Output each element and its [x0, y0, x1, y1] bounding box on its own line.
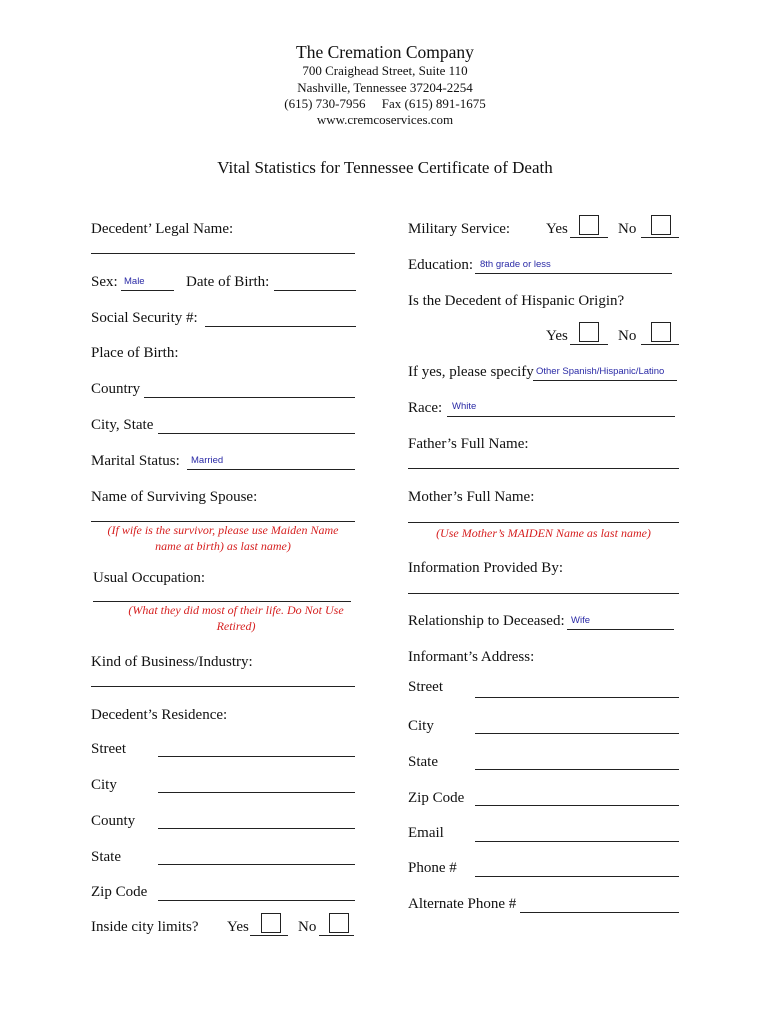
- military-service-label: Military Service:: [408, 221, 511, 237]
- spouse-label: Name of Surviving Spouse:: [91, 489, 258, 505]
- residence-street-label: Street: [91, 741, 126, 757]
- company-name: The Cremation Company: [296, 42, 474, 62]
- city-limits-yes-checkbox[interactable]: [261, 913, 281, 933]
- residence-zip-label: Zip Code: [91, 884, 148, 900]
- informant-zip-label: Zip Code: [408, 790, 465, 806]
- sex-value: Male: [124, 276, 145, 287]
- legal-name-label: Decedent’ Legal Name:: [91, 221, 234, 237]
- dob-field[interactable]: [274, 290, 356, 291]
- hispanic-specify-label: If yes, please specify: [408, 364, 534, 380]
- company-website: www.cremcoservices.com: [316, 112, 454, 127]
- city-limits-no-checkbox[interactable]: [329, 913, 349, 933]
- hispanic-yes-checkbox[interactable]: [579, 322, 599, 342]
- mother-name-label: Mother’s Full Name:: [408, 489, 535, 505]
- informant-email-label: Email: [408, 825, 444, 841]
- city-state-field[interactable]: [158, 433, 355, 434]
- ssn-field[interactable]: [205, 326, 356, 327]
- place-of-birth-label: Place of Birth:: [91, 345, 179, 361]
- city-limits-yes-label: Yes: [227, 919, 249, 935]
- mother-name-note: (Use Mother’s MAIDEN Name as last name): [436, 526, 651, 540]
- hispanic-specify-value: Other Spanish/Hispanic/Latino: [536, 366, 665, 377]
- residence-state-field[interactable]: [158, 864, 355, 865]
- ssn-label: Social Security #:: [91, 310, 198, 326]
- occupation-note-line1: (What they did most of their life. Do Not Use: [128, 603, 344, 617]
- father-name-label: Father’s Full Name:: [408, 436, 529, 452]
- occupation-note-line2: Retired): [216, 619, 256, 633]
- residence-zip-field[interactable]: [158, 900, 355, 901]
- informant-label: Information Provided By:: [408, 560, 563, 576]
- mother-name-field[interactable]: [408, 522, 679, 523]
- informant-street-field[interactable]: [475, 697, 679, 698]
- military-yes-label: Yes: [546, 221, 568, 237]
- informant-email-field[interactable]: [475, 841, 679, 842]
- residence-city-label: City: [91, 777, 117, 793]
- company-address-line1: 700 Craighead Street, Suite 110: [302, 63, 468, 78]
- hispanic-specify-field[interactable]: [533, 380, 677, 381]
- spouse-note-line1: (If wife is the survivor, please use Maiden Name: [107, 523, 339, 537]
- informant-field[interactable]: [408, 593, 679, 594]
- hispanic-no-label: No: [618, 328, 637, 344]
- city-limits-no-underline: [319, 935, 354, 936]
- city-state-label: City, State: [91, 417, 154, 433]
- hispanic-origin-label: Is the Decedent of Hispanic Origin?: [408, 293, 625, 309]
- spouse-note-line2: name at birth) as last name): [155, 539, 291, 553]
- residence-county-field[interactable]: [158, 828, 355, 829]
- country-label: Country: [91, 381, 141, 397]
- residence-street-field[interactable]: [158, 756, 355, 757]
- relationship-label: Relationship to Deceased:: [408, 613, 565, 629]
- country-field[interactable]: [144, 397, 355, 398]
- military-yes-underline: [570, 237, 608, 238]
- occupation-label: Usual Occupation:: [93, 570, 206, 586]
- hispanic-yes-underline: [570, 344, 608, 345]
- military-no-label: No: [618, 221, 637, 237]
- informant-address-label: Informant’s Address:: [408, 649, 535, 665]
- education-field[interactable]: [475, 273, 672, 274]
- informant-phone-label: Phone #: [408, 860, 457, 876]
- occupation-note: [93, 602, 379, 634]
- military-no-checkbox[interactable]: [651, 215, 671, 235]
- city-limits-label: Inside city limits?: [91, 919, 199, 935]
- relationship-value: Wife: [571, 615, 590, 626]
- legal-name-field[interactable]: [91, 253, 355, 254]
- residence-state-label: State: [91, 849, 121, 865]
- business-label: Kind of Business/Industry:: [91, 654, 253, 670]
- residence-county-label: County: [91, 813, 136, 829]
- sex-label: Sex:: [91, 274, 118, 290]
- sex-field[interactable]: [121, 290, 174, 291]
- father-name-field[interactable]: [408, 468, 679, 469]
- company-phone-fax: (615) 730-7956 Fax (615) 891-1675: [284, 96, 486, 111]
- military-no-underline: [641, 237, 679, 238]
- form-title: Vital Statistics for Tennessee Certificate of Death: [217, 158, 553, 177]
- hispanic-no-underline: [641, 344, 679, 345]
- informant-street-label: Street: [408, 679, 443, 695]
- dob-label: Date of Birth:: [186, 274, 270, 290]
- informant-state-label: State: [408, 754, 438, 770]
- informant-city-field[interactable]: [475, 733, 679, 734]
- marital-status-value: Married: [191, 455, 224, 466]
- spouse-note: [91, 522, 355, 554]
- informant-alt-phone-label: Alternate Phone #: [408, 896, 517, 912]
- hispanic-no-checkbox[interactable]: [651, 322, 671, 342]
- marital-status-field[interactable]: [187, 469, 355, 470]
- relationship-field[interactable]: [567, 629, 674, 630]
- race-label: Race:: [408, 400, 443, 416]
- informant-alt-phone-field[interactable]: [520, 912, 679, 913]
- military-yes-checkbox[interactable]: [579, 215, 599, 235]
- education-value: 8th grade or less: [480, 259, 551, 270]
- hispanic-yes-label: Yes: [546, 328, 568, 344]
- residence-city-field[interactable]: [158, 792, 355, 793]
- informant-city-label: City: [408, 718, 434, 734]
- race-field[interactable]: [447, 416, 675, 417]
- race-value: White: [452, 401, 477, 412]
- informant-zip-field[interactable]: [475, 805, 679, 806]
- business-field[interactable]: [91, 686, 355, 687]
- residence-label: Decedent’s Residence:: [91, 707, 228, 723]
- city-limits-no-label: No: [298, 919, 317, 935]
- marital-status-label: Marital Status:: [91, 453, 180, 469]
- company-address-line2: Nashville, Tennessee 37204-2254: [297, 80, 473, 95]
- city-limits-yes-underline: [250, 935, 288, 936]
- informant-phone-field[interactable]: [475, 876, 679, 877]
- informant-state-field[interactable]: [475, 769, 679, 770]
- education-label: Education:: [408, 257, 473, 273]
